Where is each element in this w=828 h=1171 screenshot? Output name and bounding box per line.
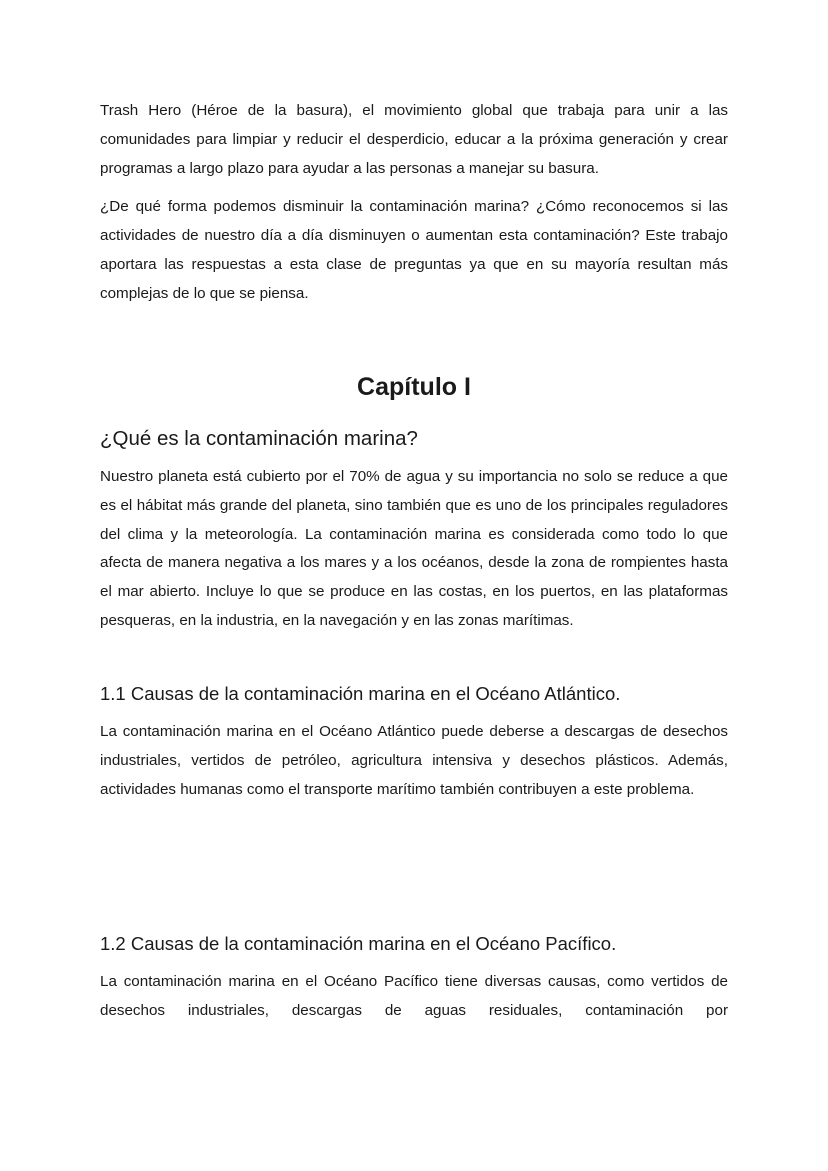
intro-paragraph-2: ¿De qué forma podemos disminuir la contaminación marina? ¿Cómo reconocemos si las actividades de nuestro día a día disminuyen o aumentan esta contaminación? Este trabajo aportara las respuestas a esta clase de preguntas ya que en su mayoría resultan más complejas de lo que se piensa. (100, 198, 728, 302)
chapter-heading: ¿Qué es la contaminación marina? (100, 427, 418, 450)
section-1-2-paragraph: La contaminación marina en el Océano Pacífico tiene diversas causas, como vertidos de desechos industriales, descargas de aguas residuales, contaminación por (100, 973, 728, 1019)
intro-section (100, 97, 728, 319)
section-1-2 (100, 968, 728, 1036)
section-1-2-heading: 1.2 Causas de la contaminación marina en el Océano Pacífico. (100, 933, 617, 954)
chapter-paragraph: Nuestro planeta está cubierto por el 70% de agua y su importancia no solo se reduce a que es el hábitat más grande del planeta, sino también que es uno de los principales reguladores del clima y la meteorología. La contaminación marina es considerada como todo lo que afecta de manera negativa a los mares y a los océanos, desde la zona de rompientes hasta el mar abierto. Incluye lo que se produce en las costas, en los puertos, en las plataformas pesqueras, en la industria, en la navegación y en las zonas marítimas. (100, 468, 728, 629)
section-1-1 (100, 718, 728, 814)
chapter-section (100, 463, 728, 646)
chapter-title: Capítulo I (357, 373, 471, 401)
intro-paragraph-1: Trash Hero (Héroe de la basura), el movimiento global que trabaja para unir a las comunidades para limpiar y reducir el desperdicio, educar a la próxima generación y crear programas a largo plazo para ayudar a las personas a manejar su basura. (100, 102, 728, 177)
section-1-1-paragraph: La contaminación marina en el Océano Atlántico puede deberse a descargas de desechos industriales, vertidos de petróleo, agricultura intensiva y desechos plásticos. Además, actividades humanas como el transporte marítimo también contribuyen a este problema. (100, 723, 728, 798)
section-1-1-heading: 1.1 Causas de la contaminación marina en el Océano Atlántico. (100, 683, 621, 704)
